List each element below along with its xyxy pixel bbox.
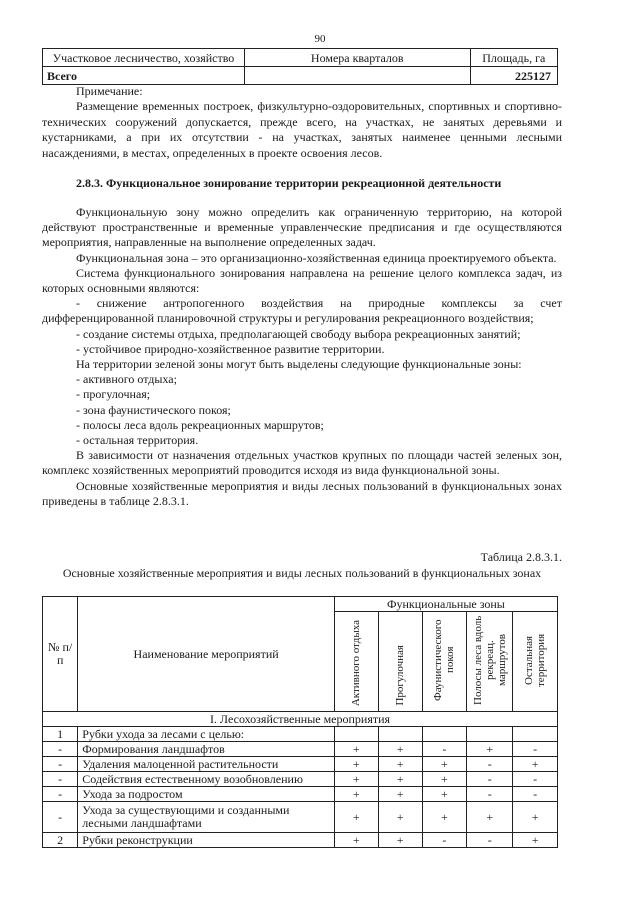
row-value: +	[334, 742, 378, 757]
list-item: - остальная территория.	[76, 433, 199, 448]
header-forestry: Участковое лесничество, хозяйство	[43, 49, 245, 67]
row-value	[422, 727, 467, 742]
zone-walking-label: Прогулочная	[394, 645, 407, 706]
paragraph: Функциональную зону можно определить как ограниченную территорию, на которой действуют пространственные и временные управленческие предписания и где осуществляются мероприятия, направленные на выполнение определенных задач.	[42, 205, 562, 250]
row-value: +	[513, 757, 558, 772]
list-item: - зона фаунистического покоя;	[76, 402, 231, 417]
row-value: +	[378, 833, 422, 848]
row-value: +	[334, 787, 378, 802]
table-row	[43, 727, 558, 742]
section-row	[43, 712, 558, 727]
page-number: 90	[314, 33, 326, 45]
row-value: +	[422, 757, 467, 772]
row-value: +	[378, 802, 422, 833]
list-item: - прогулочная;	[76, 387, 151, 402]
row-number: -	[43, 772, 78, 787]
table-row	[43, 757, 558, 772]
section-heading: 2.8.3. Функциональное зонирование территории рекреационной деятельности	[76, 176, 502, 190]
row-value: +	[378, 772, 422, 787]
note-label: Примечание:	[76, 84, 143, 98]
row-value	[513, 727, 558, 742]
top-table-header-row	[43, 49, 558, 67]
row-value	[378, 727, 422, 742]
table-row	[43, 772, 558, 787]
row-value: -	[513, 742, 558, 757]
row-value: +	[334, 757, 378, 772]
zone-header-cell	[422, 612, 467, 712]
row-name: Ухода за подростом	[78, 787, 335, 802]
zone-header-cell	[513, 612, 558, 712]
row-value: +	[378, 787, 422, 802]
list-item: - полосы леса вдоль рекреационных маршрутов;	[76, 417, 324, 432]
header-area: Площадь, га	[470, 49, 557, 67]
paragraph: Система функционального зонирования направлена на решение целого комплекса задач, из которых основными являются:	[42, 265, 562, 296]
row-value: -	[467, 757, 513, 772]
top-area-table	[42, 48, 558, 85]
zone-header-cell	[467, 612, 513, 712]
row-value: +	[513, 802, 558, 833]
row-value	[334, 727, 378, 742]
row-number: 2	[43, 833, 78, 848]
row-name: Ухода за существующими и созданными лесными ландшафтами	[78, 802, 335, 833]
row-value: -	[422, 833, 467, 848]
top-table-total-row	[43, 67, 558, 85]
row-number: -	[43, 787, 78, 802]
zone-header-cell	[334, 612, 378, 712]
row-value: -	[513, 772, 558, 787]
table-row	[43, 833, 558, 848]
list-item: - устойчивое природно-хозяйственное развитие территории.	[76, 341, 385, 356]
row-name: Рубки реконструкции	[78, 833, 335, 848]
row-value: +	[334, 802, 378, 833]
row-value: +	[467, 802, 513, 833]
row-value: -	[422, 742, 467, 757]
table-caption: Таблица 2.8.3.1.	[480, 550, 562, 564]
table-title: Основные хозяйственные мероприятия и виды лесных пользований в функциональных зонах	[62, 566, 542, 580]
total-quarters	[244, 67, 470, 85]
measures-table	[42, 596, 558, 848]
zone-fauna-label: Фаунистического покоя	[432, 619, 457, 701]
note-block	[42, 84, 562, 161]
row-value: -	[467, 833, 513, 848]
col-number-header: № п/п	[43, 597, 78, 712]
row-value: -	[513, 787, 558, 802]
zones-header-row	[43, 597, 558, 612]
row-value: +	[378, 757, 422, 772]
header-quarters: Номера кварталов	[244, 49, 470, 67]
row-number: -	[43, 802, 78, 833]
total-label: Всего	[43, 67, 245, 85]
zone-active-label: Активного отдыха	[350, 619, 363, 706]
zone-strips-label: Полосы леса вдоль рекреац. маршрутов	[471, 615, 508, 705]
list-item: - создание системы отдыха, предполагающей свободу выбора рекреационных занятий;	[76, 326, 521, 341]
row-value: +	[467, 742, 513, 757]
row-value: +	[334, 772, 378, 787]
row-value: +	[334, 833, 378, 848]
zone-other-label: Остальная территория	[523, 633, 548, 687]
row-value: +	[422, 802, 467, 833]
row-name: Содействия естественному возобновлению	[78, 772, 335, 787]
row-name: Формирования ландшафтов	[78, 742, 335, 757]
row-value: +	[422, 772, 467, 787]
section-title: I. Лесохозяйственные мероприятия	[43, 712, 558, 727]
zone-header-cell	[378, 612, 422, 712]
row-value: -	[467, 787, 513, 802]
row-number: 1	[43, 727, 78, 742]
row-value	[467, 727, 513, 742]
table-row	[43, 787, 558, 802]
row-number: -	[43, 757, 78, 772]
row-value: +	[378, 742, 422, 757]
paragraph: В зависимости от назначения отдельных участков крупных по площади частей зеленых зон, комплекс хозяйственных мероприятий проводится исходя из вида функциональной зоны.	[42, 448, 562, 478]
paragraph: Функциональная зона – это организационно-хозяйственная единица проектируемого объекта.	[76, 250, 557, 265]
row-name: Рубки ухода за лесами с целью:	[78, 727, 335, 742]
row-name: Удаления малоценной растительности	[78, 757, 335, 772]
row-value: -	[467, 772, 513, 787]
row-value: +	[422, 787, 467, 802]
col-name-header: Наименование мероприятий	[78, 597, 335, 712]
row-value: +	[513, 833, 558, 848]
paragraph: На территории зеленой зоны могут быть выделены следующие функциональные зоны:	[76, 357, 522, 372]
paragraph: Основные хозяйственные мероприятия и виды лесных пользований в функциональных зонах приведены в таблице 2.8.3.1.	[42, 478, 562, 508]
table-row	[43, 742, 558, 757]
list-item: - активного отдыха;	[76, 372, 177, 387]
row-number: -	[43, 742, 78, 757]
note-text: Размещение временных построек, физкультурно-оздоровительных, спортивных и спортивно-технических сооружений допускается, прежде всего, на участках, не занятых деревьями и кустарниками, а при их отсутствии - на участках, занятых наименее ценными лесными насаждениями, в местах, определенных в проекте освоения лесов.	[42, 99, 562, 160]
list-item: - снижение антропогенного воздействия на природные комплексы за счет дифференцированной планировочной структуры и регулирования рекреационного воздействия;	[42, 296, 562, 326]
table-row	[43, 802, 558, 833]
body-text	[42, 205, 562, 509]
zones-header: Функциональные зоны	[334, 597, 557, 612]
total-area: 225127	[470, 67, 557, 85]
